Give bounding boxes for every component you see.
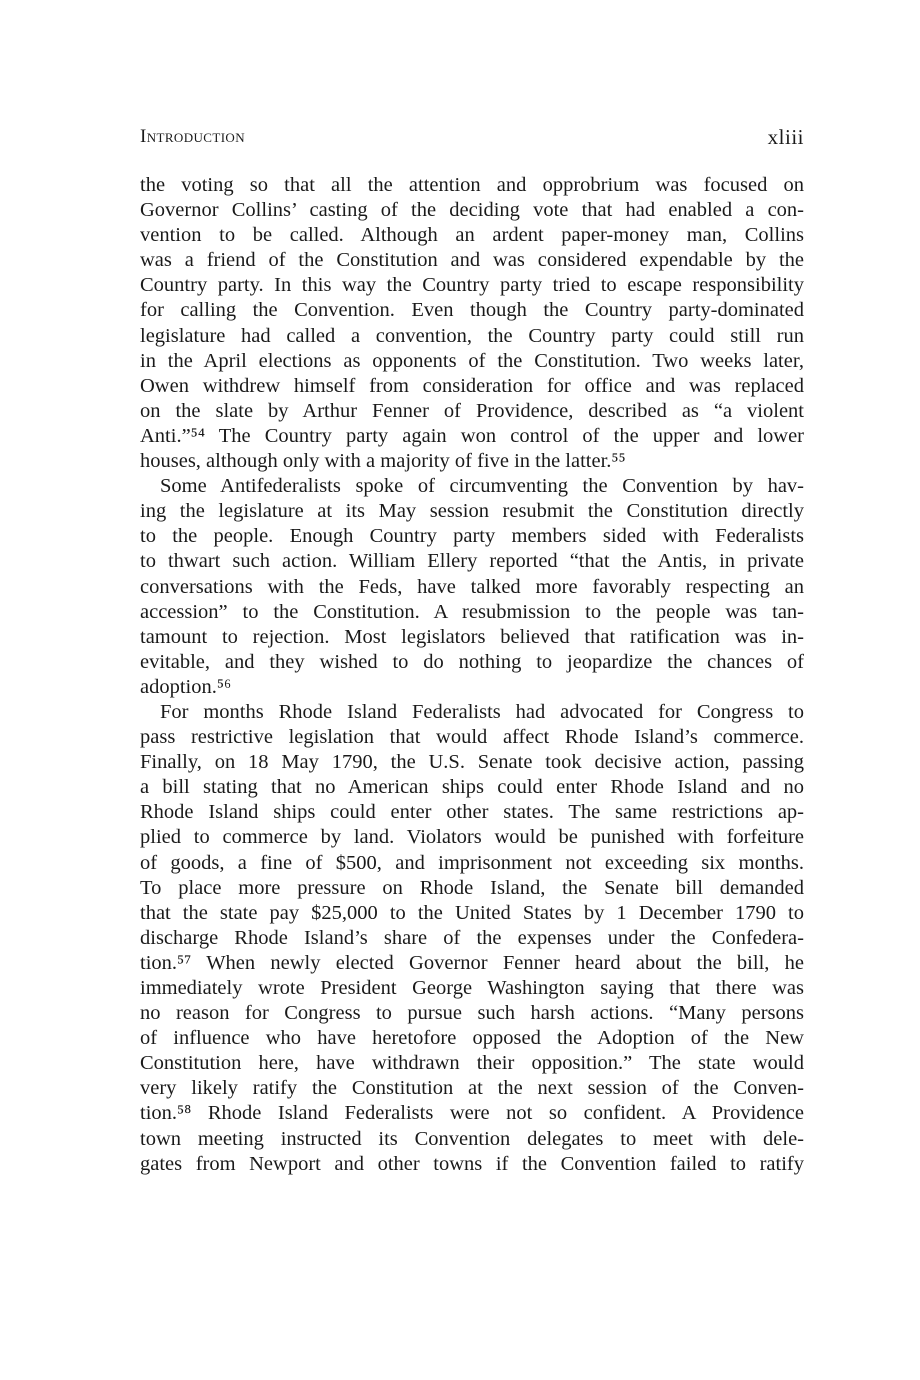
page-number: xliii [767,125,804,149]
text-line: tion.⁵⁸ Rhode Island Federalists were not so confident. A Providence [140,1102,804,1125]
text-line: evitable, and they wished to do nothing to jeopardize the chances of [140,650,804,673]
text-line: in the April elections as opponents of the Constitution. Two weeks later, [140,349,804,372]
text-line: Rhode Island ships could enter other states. The same restrictions ap- [140,801,804,824]
text-line: vention to be called. Although an ardent paper-money man, Collins [140,224,804,247]
paragraph-first-line: For months Rhode Island Federalists had advocated for Congress to [160,700,804,723]
body-text [140,173,804,1177]
text-line: town meeting instructed its Convention delegates to meet with dele- [140,1127,804,1150]
text-line: for calling the Convention. Even though the Country party-dominated [140,299,804,322]
text-line: Owen withdrew himself from consideration for office and was replaced [140,374,804,397]
running-title: Introduction [140,126,246,147]
paragraph-last-line: houses, although only with a majority of five in the latter.⁵⁵ [140,450,626,473]
text-line: tion.⁵⁷ When newly elected Governor Fenner heard about the bill, he [140,951,804,974]
text-line: Governor Collins’ casting of the deciding vote that had enabled a con- [140,199,804,222]
text-line: to thwart such action. William Ellery reported “that the Antis, in private [140,550,804,573]
text-line: To place more pressure on Rhode Island, the Senate bill demanded [140,876,804,899]
text-line: very likely ratify the Constitution at the next session of the Conven- [140,1077,804,1100]
text-line: legislature had called a convention, the Country party could still run [140,324,804,347]
paragraph-first-line: Some Antifederalists spoke of circumventing the Convention by hav- [160,475,804,498]
text-line: immediately wrote President George Washington saying that there was [140,977,804,999]
text-line: Finally, on 18 May 1790, the U.S. Senate took decisive action, passing [140,751,804,774]
text-line: to the people. Enough Country party members sided with Federalists [140,525,804,548]
text-line: accession” to the Constitution. A resubmission to the people was tan- [140,600,804,623]
text-line: plied to commerce by land. Violators would be punished with forfeiture [140,826,804,849]
text-line: Country party. In this way the Country party tried to escape responsibility [140,274,804,297]
text-line: pass restrictive legislation that would affect Rhode Island’s commerce. [140,726,804,749]
text-line: of goods, a fine of $500, and imprisonment not exceeding six months. [140,851,804,874]
text-line: of influence who have heretofore opposed the Adoption of the New [140,1027,804,1050]
text-line: a bill stating that no American ships could enter Rhode Island and no [140,776,804,799]
running-head [140,124,804,150]
text-line: Anti.”⁵⁴ The Country party again won control of the upper and lower [140,424,804,447]
paragraph-last-line: adoption.⁵⁶ [140,675,232,698]
text-line: no reason for Congress to pursue such harsh actions. “Many persons [140,1002,804,1025]
text-line: that the state pay $25,000 to the United States by 1 December 1790 to [140,901,804,924]
text-line: was a friend of the Constitution and was considered expendable by the [140,249,804,272]
text-line: ing the legislature at its May session resubmit the Constitution directly [140,500,804,523]
text-line: tamount to rejection. Most legislators believed that ratification was in- [140,625,804,648]
text-line: gates from Newport and other towns if the Convention failed to ratify [140,1152,804,1175]
text-line: Constitution here, have withdrawn their opposition.” The state would [140,1052,804,1075]
text-line: the voting so that all the attention and opprobrium was focused on [140,174,804,196]
text-line: conversations with the Feds, have talked more favorably respecting an [140,575,804,598]
text-line: on the slate by Arthur Fenner of Providence, described as “a violent [140,399,804,422]
text-line: discharge Rhode Island’s share of the expenses under the Confedera- [140,926,804,949]
